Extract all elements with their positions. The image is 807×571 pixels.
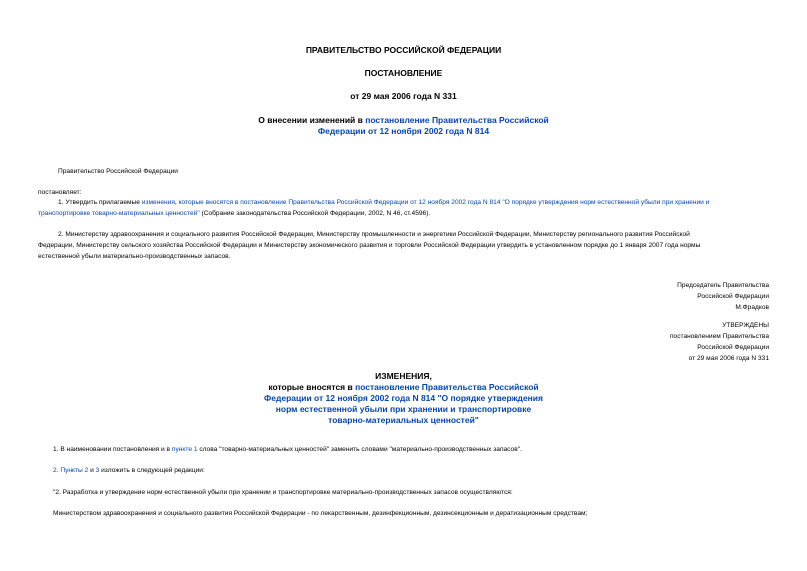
para2-line3: естественной убыли материально-производственных запасов. [38,253,231,260]
approved-line2: постановлением Правительства [669,333,769,340]
paragraph-2 [38,229,771,262]
changes-prefix: которые вносятся в [268,382,356,392]
amended-decree-link-cont[interactable]: транспортировке товарно-материальных ценностей" [38,210,200,217]
para2-line2: Федерации, Министерству сельского хозяйства Российской Федерации и Министерству экономического развития и торговли Российской Федерации утвердить в установленном порядке до 1 января 2007 года нормы [38,242,701,249]
title-link-line1[interactable]: постановление Правительства Российской [365,115,549,125]
amended-decree-link[interactable]: которые вносятся в постановление Правительства Российской Федерации от 12 ноября 2002 года N 814 "О порядке утверждения норм естественной убыли при хранении и [178,199,710,206]
changes-link[interactable]: изменения [141,199,175,206]
item1-text-start: 1. В наименовании постановления и в [53,446,172,453]
changes-title: ИЗМЕНЕНИЯ, [375,371,432,381]
item1-point-link[interactable]: пункте 1 [171,446,198,453]
para1-text-start: 1. Утвердить прилагаемые [58,199,142,206]
change-item-2 [53,465,205,476]
signature-role2: Российской Федерации [697,293,769,300]
approved-line3: Российской Федерации [697,344,769,351]
item2-points-link[interactable]: 2. Пункты 2 [53,467,89,474]
changes-decree-link-line4[interactable]: товарно-материальных ценностей" [328,415,479,425]
para1-comma: , [174,199,179,206]
para1-source: (Собрание законодательства Российской Федерации, 2002, N 46, ст.4596). [199,210,431,217]
approved-block [670,320,769,364]
para2-line1: 2. Министерству здравоохранения и социального развития Российской Федерации, Министерству промышленности и энергетики Российской Федерации, Министерству регионального развития Российской [58,231,690,238]
changes-decree-link-line1[interactable]: постановление Правительства Российской [355,382,539,392]
signature-name: М.Фрадков [735,304,769,311]
paragraph-1 [38,197,771,219]
document-date: от 29 мая 2006 года N 331 [350,91,457,101]
approved-line1: УТВЕРЖДЕНЫ [722,322,769,329]
item1-text-end: слова "товарно-материальных ценностей" заменить словами "материально-производственных запасов". [197,446,522,453]
change-item-3: "2. Разработка и утверждение норм естественной убыли при хранении и транспортировке материально-производственных запасов осуществляются: [53,489,513,496]
item2-point3-link[interactable]: 3 [95,467,100,474]
government-heading: ПРАВИТЕЛЬСТВО РОССИЙСКОЙ ФЕДЕРАЦИИ [305,45,502,55]
change-item-4: Министерством здравоохранения и социального развития Российской Федерации - по лекарственным, дезинфекционным, дезинсекционным и дератизационным средствам; [53,510,588,517]
item2-text-end: изложить в следующей редакции: [99,467,205,474]
item2-and: и [88,467,96,474]
approved-line4: от 29 мая 2006 года N 331 [688,355,769,362]
changes-decree-link-line3[interactable]: норм естественной убыли при хранении и транспортировке [275,404,532,414]
signature-role1: Председатель Правительства [677,282,769,289]
changes-heading [0,371,807,426]
document-type-heading: ПОСТАНОВЛЕНИЕ [364,68,443,78]
changes-decree-link-line2[interactable]: Федерации от 12 ноября 2002 года N 814 "О порядке утверждения [263,393,543,403]
document-title [0,115,807,137]
signature-block [677,280,769,313]
decrees-word: постановляет: [38,189,82,196]
title-link-line2[interactable]: Федерации от 12 ноября 2002 года N 814 [317,126,490,136]
title-prefix: О внесении изменений в [258,115,366,125]
change-item-1 [53,444,522,455]
issuing-authority: Правительство Российской Федерации [58,168,178,175]
